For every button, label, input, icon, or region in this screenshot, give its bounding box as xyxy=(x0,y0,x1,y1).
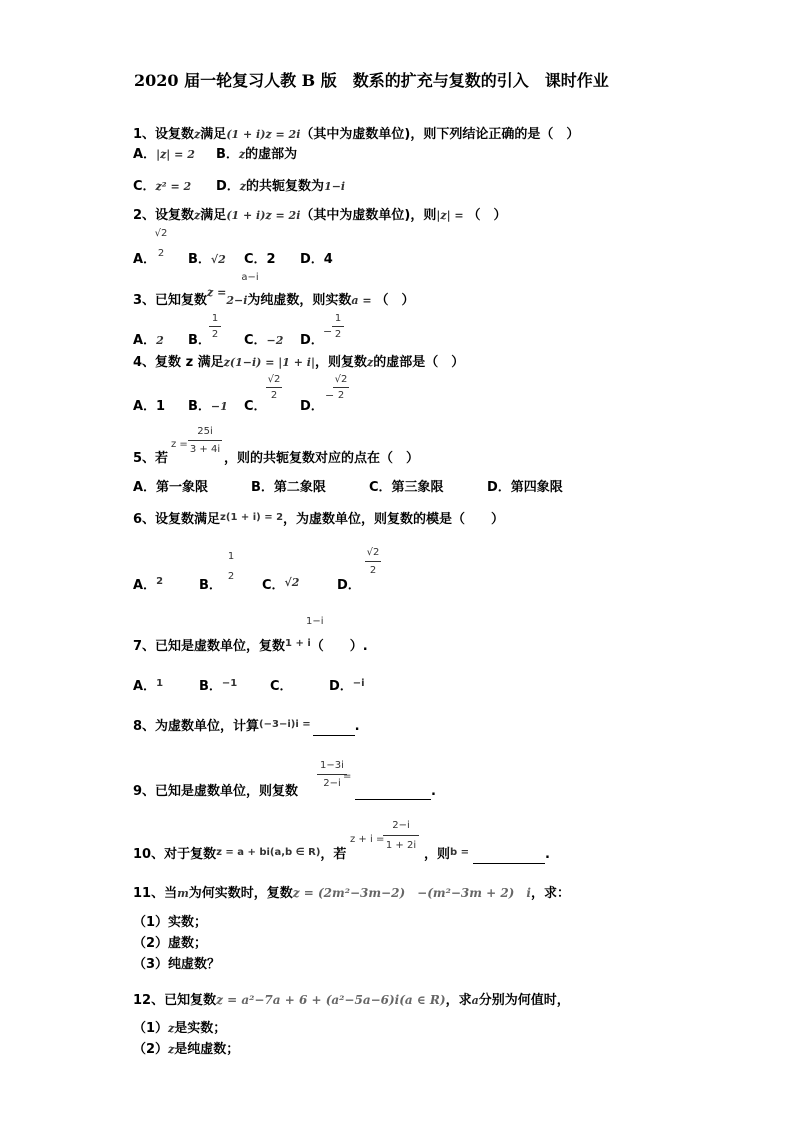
q5-option-b: B．第二象限 xyxy=(251,480,326,495)
question-2 xyxy=(133,208,507,224)
q5-prefix: 5、若 xyxy=(133,451,169,466)
q6-suffix: ，为虚数单位，则复数的模是（ ） xyxy=(283,512,505,527)
q1-suffix: （其中为虚数单位)，则下列结论正确的是（ ） xyxy=(300,127,580,142)
option-label: A． xyxy=(133,333,157,348)
q10-end: . xyxy=(545,847,550,862)
q3-mid: 为纯虚数，则实数 xyxy=(247,293,352,308)
q3-option-b-fraction xyxy=(209,313,221,341)
q7-prefix: 7、已知是虚数单位，复数 xyxy=(133,639,286,654)
q1-equation: (1 + i)z = 2i xyxy=(226,128,301,141)
q4-b-math: −1 xyxy=(210,400,228,413)
q6-c-math: √2 xyxy=(284,576,300,589)
question-6 xyxy=(133,512,504,529)
question-4 xyxy=(133,355,464,371)
q6-equation: z(1 + i) = 2 xyxy=(220,512,284,523)
q9-end: . xyxy=(431,784,436,799)
q12-mid: ，求 xyxy=(445,993,472,1008)
q1-b-text: 的虚部为 xyxy=(245,147,298,162)
q3-option-d-minus: − xyxy=(323,325,333,338)
q11-suffix: ，求： xyxy=(530,886,570,901)
q2-mid: 满足 xyxy=(200,208,227,223)
option-label: C． xyxy=(244,333,267,348)
q4-option-c-fraction xyxy=(266,374,282,402)
option-label: A． xyxy=(133,578,157,593)
q1-c-math: z² = 2 xyxy=(155,180,192,193)
q6-a-math: 2 xyxy=(156,576,164,587)
q10-answer-blank[interactable] xyxy=(473,849,545,864)
q5-option-a: A．第一象限 xyxy=(133,480,209,495)
fraction-denominator: 2−i xyxy=(323,778,341,789)
option-label: B． xyxy=(216,147,239,162)
q8-prefix: 8、为虚数单位，计算 xyxy=(133,719,260,734)
q1-d-math: z xyxy=(239,180,247,193)
fraction-denominator: 2 xyxy=(369,565,377,576)
q5-option-d: D．第四象限 xyxy=(487,480,563,495)
fraction-numerator: 1 xyxy=(211,313,219,324)
q7-denominator: 1 + i xyxy=(285,638,311,649)
q4-option-d-label: D． xyxy=(300,399,324,414)
fraction-numerator: √2 xyxy=(334,374,348,385)
question-11 xyxy=(133,885,570,902)
option-label: D． xyxy=(216,179,240,194)
fraction-numerator: √2 xyxy=(154,228,168,239)
q1-option-a xyxy=(133,147,195,163)
q2-option-a-label: A． xyxy=(133,252,157,267)
q1-d-text: 的共轭复数为 xyxy=(246,179,325,194)
fraction-numerator: √2 xyxy=(366,547,380,558)
q2-option-c: C．2 xyxy=(244,252,276,267)
q12-var: a xyxy=(471,994,479,1007)
q9-equals: = xyxy=(343,771,352,782)
option-label: C． xyxy=(133,179,156,194)
q5-option-c: C．第三象限 xyxy=(369,480,444,495)
q3-option-a xyxy=(133,333,164,349)
q12-item-2 xyxy=(133,1042,239,1058)
q8-answer-blank[interactable] xyxy=(313,721,355,736)
q4-option-b xyxy=(188,399,228,415)
q3-a-math: 2 xyxy=(156,334,164,347)
q11-item-2: （2）虚数； xyxy=(133,936,208,951)
q4-mid: ，则复数 xyxy=(314,355,367,370)
q7-d-math: −i xyxy=(352,678,365,689)
question-7 xyxy=(133,639,368,656)
q11-mid: 为何实数时，复数 xyxy=(188,886,293,901)
option-label: A． xyxy=(133,147,157,162)
q3-zeq: z = xyxy=(207,286,227,299)
q8-equation: (−3−i)i = xyxy=(259,719,311,730)
q2-b-math: √2 xyxy=(210,253,226,266)
q7-option-b xyxy=(199,679,237,696)
q4-equation: z(1−i) = |1 + i| xyxy=(223,356,315,369)
q7-b-math: −1 xyxy=(221,678,238,689)
question-3 xyxy=(133,286,415,309)
q7-numerator: 1−i xyxy=(306,616,324,627)
fraction-denominator: 2 xyxy=(270,390,278,401)
q12-equation: z = a²−7a + 6 + (a²−5a−6)i(a ∈ R) xyxy=(216,993,446,1007)
q7-a-math: 1 xyxy=(156,678,164,689)
q7-option-c: C． xyxy=(270,679,293,694)
fraction-denominator: 3 + 4i xyxy=(189,444,221,455)
q4-option-c-label: C． xyxy=(244,399,267,414)
q4-option-d-fraction xyxy=(333,374,349,402)
q10-then: ，则 xyxy=(424,847,451,862)
q10-prefix: 10、对于复数 xyxy=(133,847,217,862)
q10-answer xyxy=(424,847,550,864)
q9-prefix: 9、已知是虚数单位，则复数 xyxy=(133,784,299,799)
q4-suffix: 的虚部是（ ） xyxy=(373,355,465,370)
q3-option-d-fraction xyxy=(332,313,344,341)
question-8 xyxy=(133,719,360,736)
q10-equation: z = a + bi(a,b ∈ R) xyxy=(216,847,321,858)
fraction-denominator: 2 xyxy=(227,571,235,582)
option-label: C． xyxy=(262,578,285,593)
q5-fraction xyxy=(188,426,222,456)
q10-b: b = xyxy=(450,847,470,858)
q2-option-d: D．4 xyxy=(300,252,333,267)
q11-var: m xyxy=(177,887,189,900)
fraction-denominator: 2 xyxy=(211,329,219,340)
fraction-numerator: 1 xyxy=(334,313,342,324)
q10-mid: ，若 xyxy=(320,847,347,862)
q5-suffix: ，则的共轭复数对应的点在（ ） xyxy=(224,451,420,466)
q7-option-d xyxy=(329,679,365,696)
item-text: 是实数； xyxy=(174,1021,227,1036)
item-var: z xyxy=(168,1043,175,1056)
q6-option-b-label: B． xyxy=(199,578,222,593)
q1-option-c xyxy=(133,179,191,195)
option-label: A． xyxy=(133,679,157,694)
item-text: 是纯虚数； xyxy=(174,1042,240,1057)
q1-option-b xyxy=(216,147,297,163)
q3-end: （ ） xyxy=(375,293,415,308)
q4-option-d-minus: − xyxy=(325,389,335,402)
q3-var: a = xyxy=(351,294,376,307)
q11-item-1: （1）实数； xyxy=(133,915,208,930)
q6-option-d-label: D． xyxy=(337,578,361,593)
question-12 xyxy=(133,992,570,1009)
q2-option-b xyxy=(188,252,226,268)
q10-lhs: z + i = xyxy=(350,834,385,845)
q1-var: z xyxy=(194,128,201,141)
page-title: 2020 届一轮复习人教 B 版 数系的扩充与复数的引入 课时作业 xyxy=(134,71,609,90)
q2-option-a-fraction xyxy=(154,228,168,260)
q12-prefix: 12、已知复数 xyxy=(133,993,217,1008)
q4-option-a: A．1 xyxy=(133,399,166,414)
option-label: B． xyxy=(188,252,211,267)
option-label: B． xyxy=(188,399,211,414)
q8-end: . xyxy=(354,719,360,734)
fraction-numerator: √2 xyxy=(267,374,281,385)
q1-option-d xyxy=(216,179,345,195)
q4-prefix: 4、复数 z 满足 xyxy=(133,355,224,370)
q6-option-a xyxy=(133,578,163,595)
q2-end: （ ） xyxy=(467,208,507,223)
fraction-denominator: 2 xyxy=(337,390,345,401)
q3-prefix: 3、已知复数 xyxy=(133,293,208,308)
q2-suffix: （其中为虚数单位)，则 xyxy=(300,208,437,223)
fraction-numerator: 1−3i xyxy=(320,760,344,771)
item-label: （2） xyxy=(133,1042,169,1057)
fraction-denominator: 1 + 2i xyxy=(385,840,417,851)
q1-b-math: z xyxy=(238,148,246,161)
q1-prefix: 1、设复数 xyxy=(133,127,195,142)
q3-c-math: −2 xyxy=(266,334,284,347)
q6-prefix: 6、设复数满足 xyxy=(133,512,221,527)
option-label: D． xyxy=(329,679,353,694)
q1-mid: 满足 xyxy=(200,127,227,142)
q3-fraction xyxy=(237,272,263,284)
q1-d-math2: 1−i xyxy=(324,180,346,193)
fraction-numerator: a−i xyxy=(241,272,259,283)
q3-option-c xyxy=(244,333,283,349)
q3-option-b-label: B． xyxy=(188,333,211,348)
option-label: B． xyxy=(199,679,222,694)
question-1 xyxy=(133,127,579,143)
question-10-prefix xyxy=(133,847,346,864)
q7-suffix: （ ）. xyxy=(310,639,368,654)
q12-item-1 xyxy=(133,1021,226,1037)
q2-var: z xyxy=(194,209,201,222)
item-label: （1） xyxy=(133,1021,169,1036)
fraction-numerator: 2−i xyxy=(392,820,410,831)
q3-denominator: 2−i xyxy=(226,294,248,307)
fraction-numerator: 25i xyxy=(197,426,213,437)
fraction-denominator: 2 xyxy=(334,329,342,340)
q6-option-b-fraction xyxy=(225,551,237,583)
q3-option-d-label: D． xyxy=(300,333,324,348)
q11-item-3: （3）纯虚数？ xyxy=(133,957,221,972)
q10-fraction xyxy=(383,820,419,852)
q6-option-d-fraction xyxy=(365,547,381,577)
q5-zeq: z = xyxy=(171,439,188,450)
q2-prefix: 2、设复数 xyxy=(133,208,195,223)
q2-equation: (1 + i)z = 2i xyxy=(226,209,301,222)
q1-a-math: |z| = 2 xyxy=(156,148,195,161)
q9-answer-blank[interactable] xyxy=(355,785,431,800)
q9-answer xyxy=(355,784,436,800)
q12-suffix: 分别为何值时， xyxy=(478,993,570,1008)
fraction-denominator: 2 xyxy=(157,248,165,259)
q2-abs: |z| = xyxy=(436,209,468,222)
fraction-numerator: 1 xyxy=(227,551,235,562)
q6-option-c xyxy=(262,578,299,594)
q11-prefix: 11、当 xyxy=(133,886,178,901)
item-var: z xyxy=(168,1022,175,1035)
q4-var: z xyxy=(366,356,374,369)
q7-option-a xyxy=(133,679,163,696)
q11-equation: z = (2m²−3m−2) −(m²−3m + 2) i xyxy=(292,886,531,900)
